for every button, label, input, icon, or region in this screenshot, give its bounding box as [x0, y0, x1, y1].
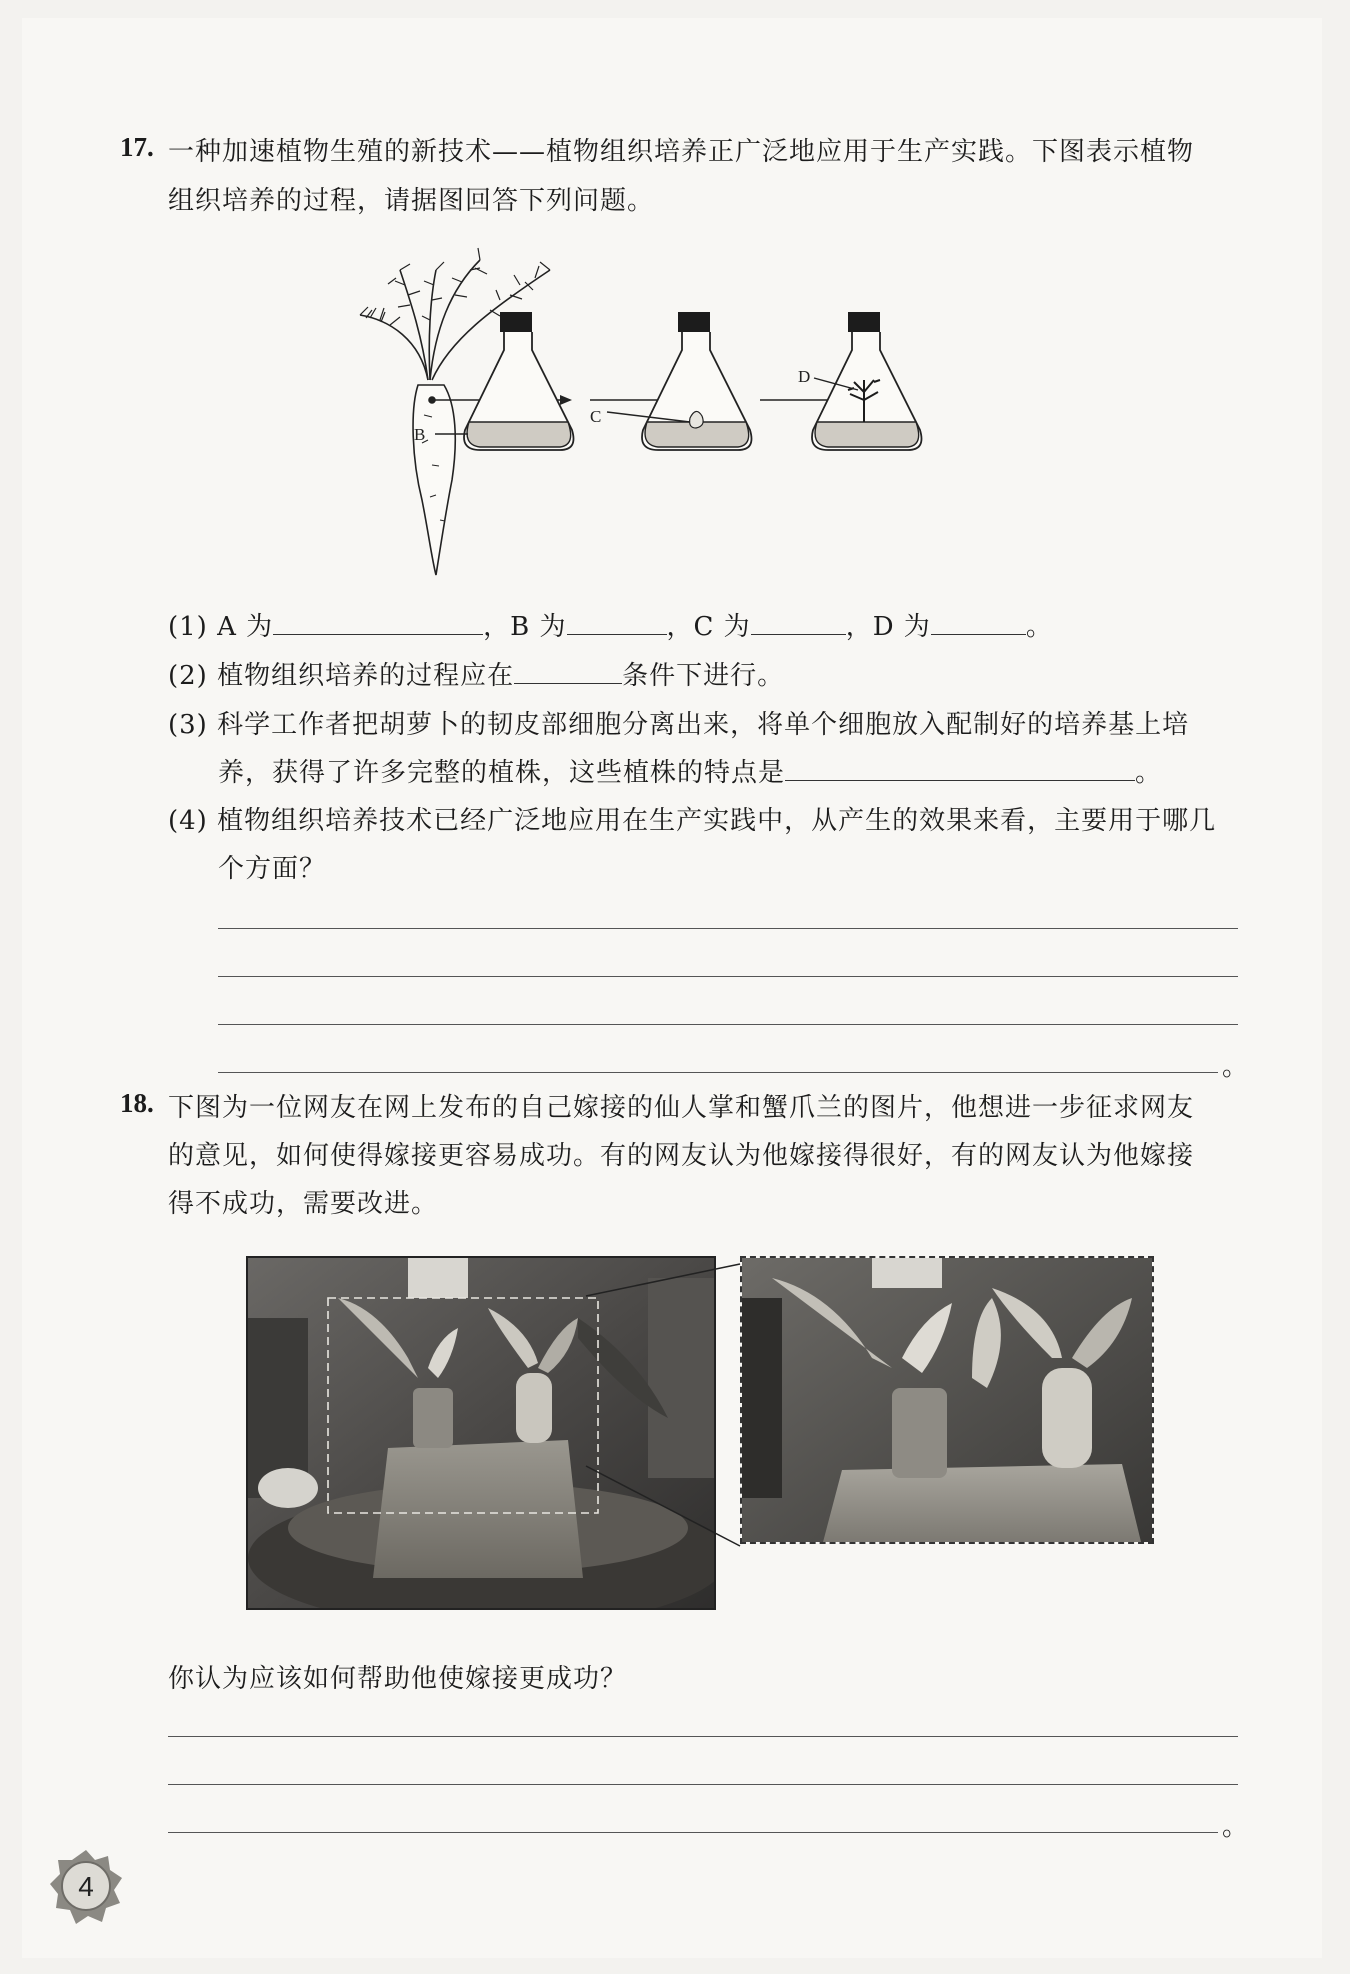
flask-3: [812, 312, 922, 450]
answer-line-2[interactable]: [218, 976, 1238, 977]
q17-sub3-line2: 养，获得了许多完整的植株，这些植株的特点是 。: [218, 758, 1163, 788]
zoom-connector: [580, 1256, 750, 1556]
q17-sub2: (2) 植物组织培养的过程应在 条件下进行。: [168, 661, 785, 691]
label-c: C: [590, 407, 602, 426]
q18-end-mark: 。: [1222, 1812, 1249, 1842]
q17-sub3-line1: (3) 科学工作者把胡萝卜的韧皮部细胞分离出来，将单个细胞放入配制好的培养基上培: [168, 710, 1190, 740]
q18-answer-line-1[interactable]: [168, 1736, 1238, 1737]
q18-answer-line-2[interactable]: [168, 1784, 1238, 1785]
flask-2: [642, 312, 752, 450]
answer-blank-a[interactable]: [273, 611, 483, 635]
answer-blank-condition[interactable]: [514, 660, 622, 684]
q17-sub1: (1) A 为 ，B 为 ，C 为 ，D 为 。: [168, 612, 1053, 642]
q18-stem-line3: 得不成功，需要改进。: [168, 1189, 439, 1219]
q17-stem-line1: 一种加速植物生殖的新技术——植物组织培养正广泛地应用于生产实践。下图表示植物: [168, 137, 1195, 167]
q18-answer-line-3[interactable]: [168, 1832, 1218, 1833]
label-b: B: [414, 425, 426, 444]
q17-sub4-line2: 个方面？: [218, 854, 327, 884]
q17-end-mark: 。: [1222, 1052, 1249, 1082]
tissue-culture-diagram: [350, 240, 1050, 580]
answer-line-3[interactable]: [218, 1024, 1238, 1025]
page-number-badge: [48, 1848, 124, 1924]
grafting-photo-zoomed: [740, 1256, 1154, 1544]
q18-stem-line1: 下图为一位网友在网上发布的自己嫁接的仙人掌和蟹爪兰的图片，他想进一步征求网友: [168, 1093, 1195, 1123]
q17-stem-line2: 组织培养的过程，请据图回答下列问题。: [168, 186, 655, 216]
answer-blank-d[interactable]: [931, 611, 1026, 635]
answer-blank-features[interactable]: [785, 757, 1135, 781]
label-d: D: [798, 367, 811, 386]
q17-number: 17.: [120, 132, 154, 162]
q18-stem-line2: 的意见，如何使得嫁接更容易成功。有的网友认为他嫁接得很好，有的网友认为他嫁接: [168, 1141, 1195, 1171]
q18-number: 18.: [120, 1088, 154, 1118]
answer-blank-b[interactable]: [567, 611, 667, 635]
answer-line-1[interactable]: [218, 928, 1238, 929]
q17-sub4-line1: (4) 植物组织培养技术已经广泛地应用在生产实践中，从产生的效果来看，主要用于哪几: [168, 806, 1217, 836]
page-number: 4: [78, 1871, 94, 1902]
answer-blank-c[interactable]: [751, 611, 846, 635]
flask-1: [464, 312, 574, 450]
q18-question: 你认为应该如何帮助他使嫁接更成功？: [168, 1664, 628, 1694]
answer-line-4[interactable]: [218, 1072, 1218, 1073]
